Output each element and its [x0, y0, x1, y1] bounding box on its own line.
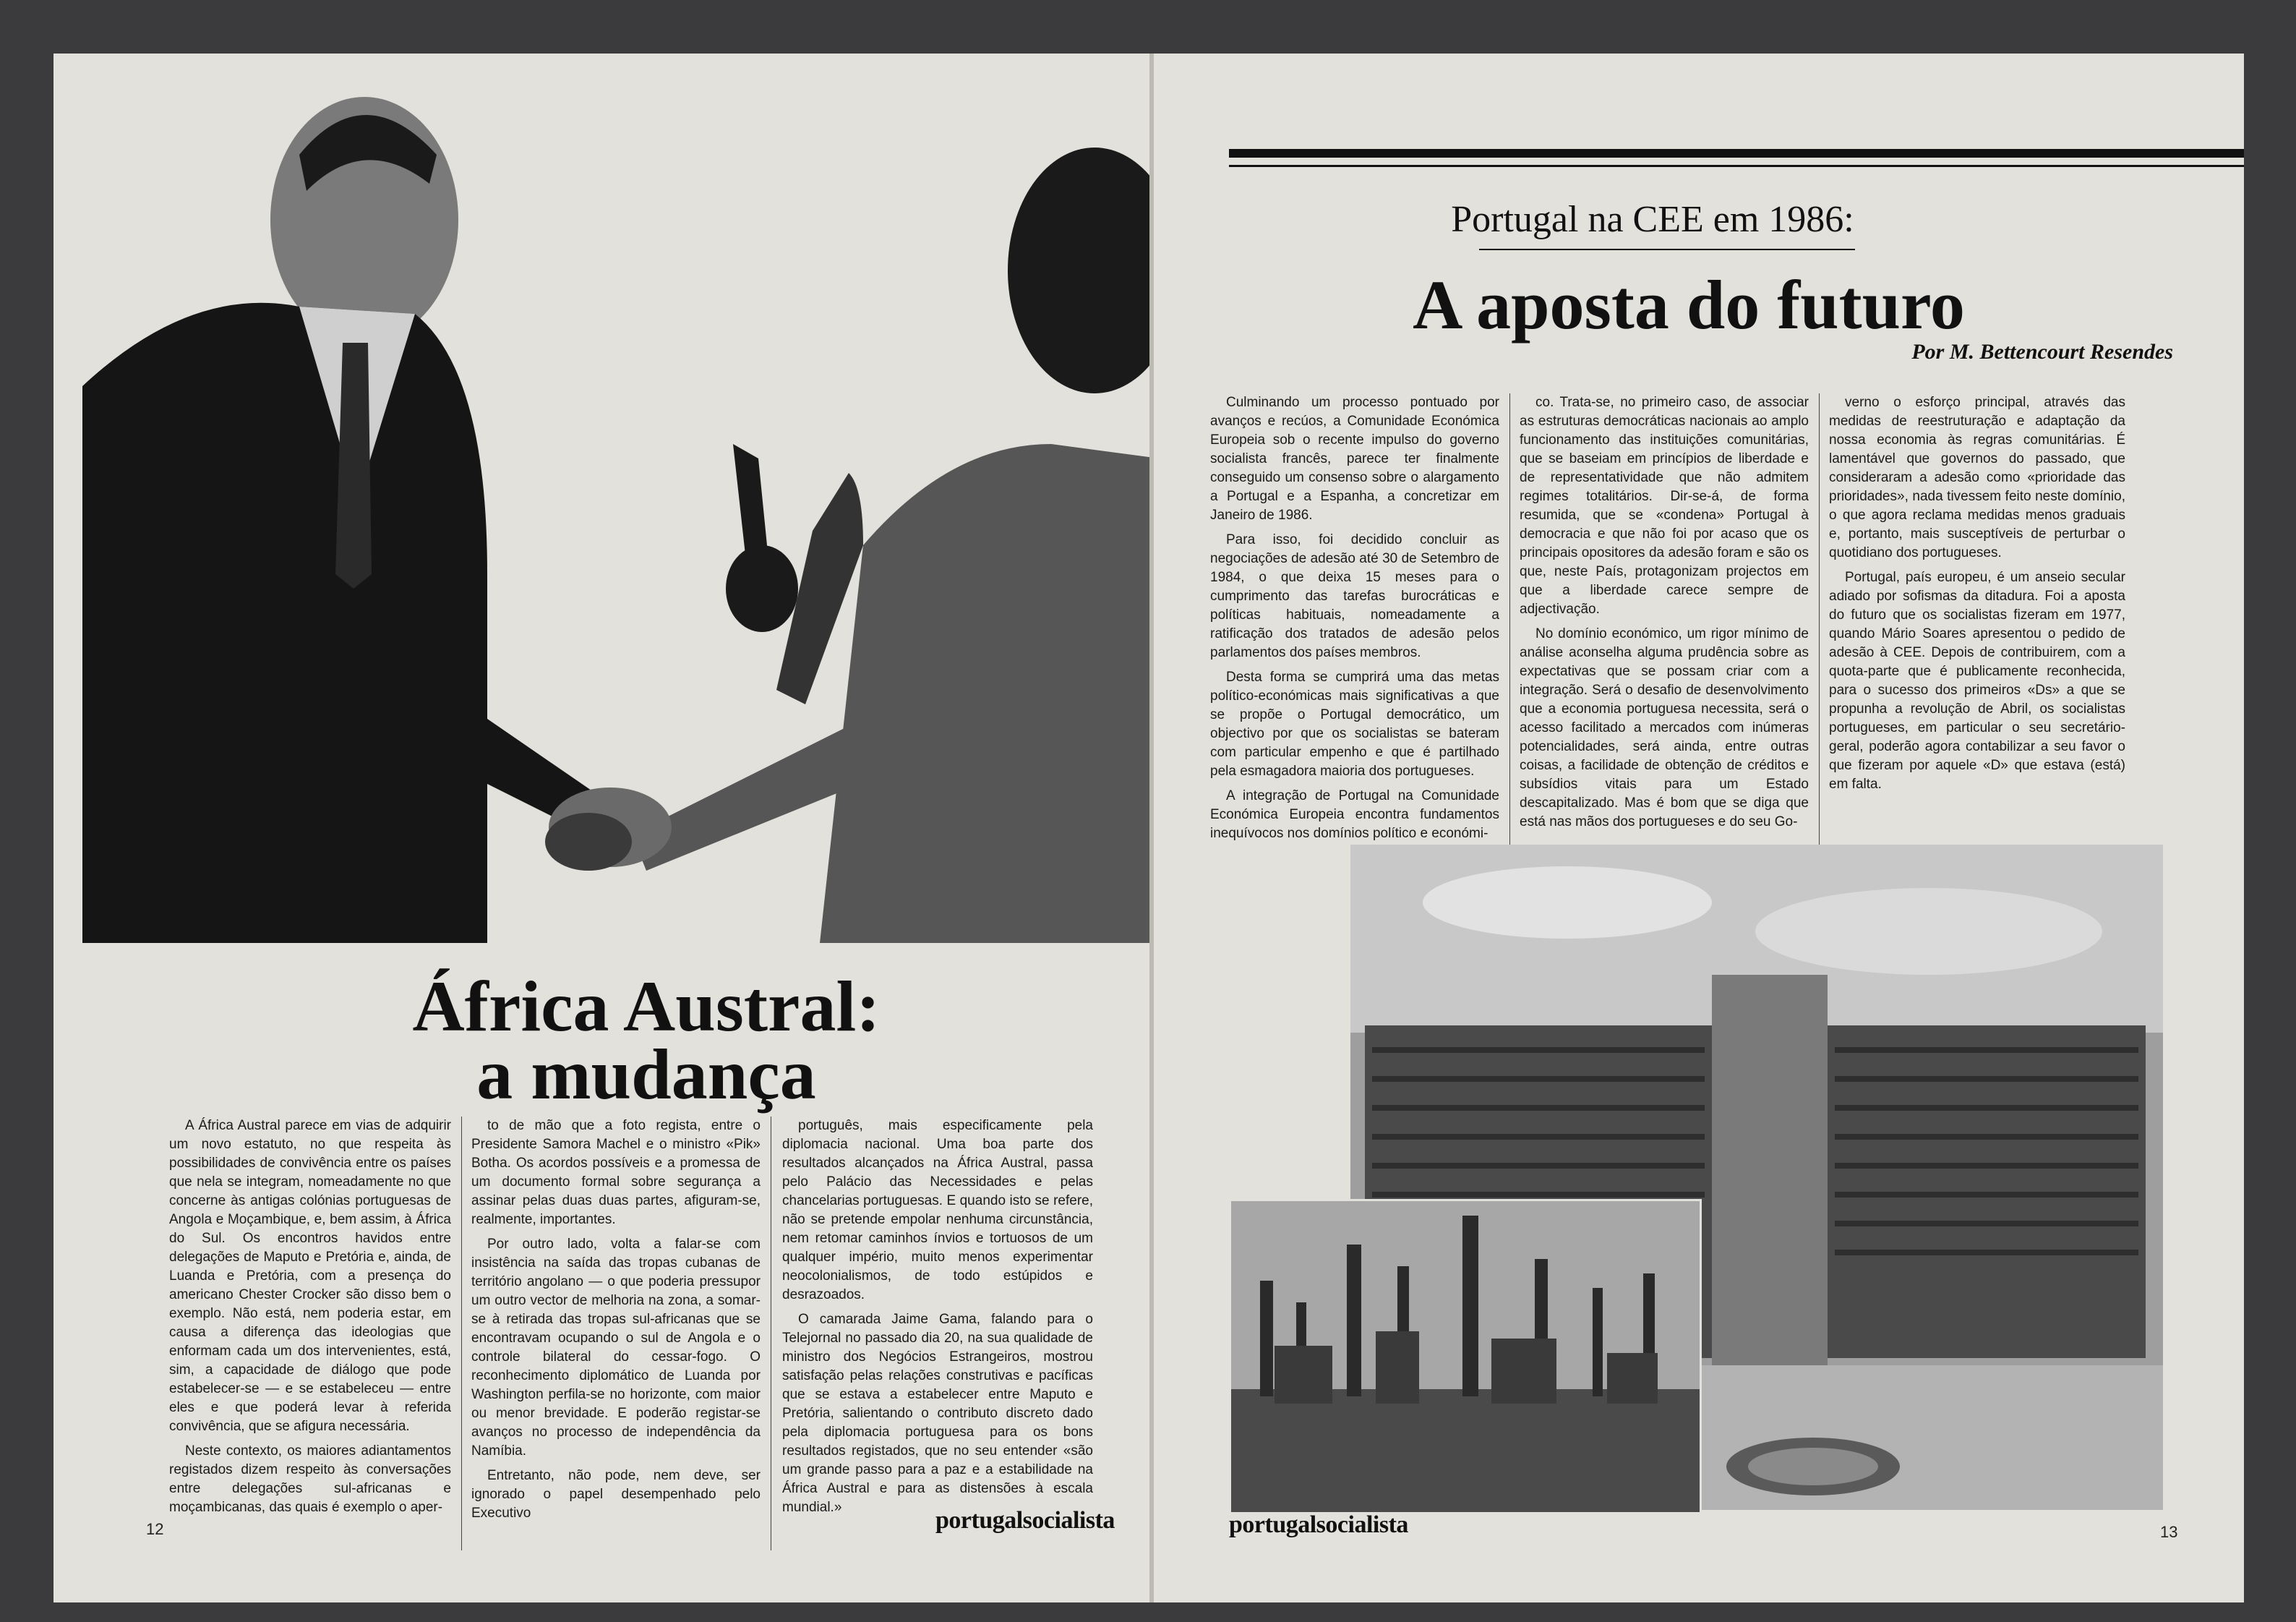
article-headline-line1: África Austral:: [412, 966, 881, 1046]
article-headline: A aposta do futuro: [1413, 266, 1965, 343]
masthead: portugalsocialista: [935, 1507, 1115, 1534]
page-number: 13: [2160, 1523, 2178, 1541]
paragraph: A África Austral parece em vias de adquirir um novo estatuto, no que respeita às possibilidades de convivência entre os países que nela se integram, nomeadamente no que concerne às antigas colónias portuguesas de Angola e Moçambique, e, bem assim, à África do Sul. Os encontros havidos entre delegações de Maputo e Pretória e, ainda, de Luanda e Pretória, com a presença do americano Chester Crocker são disso bem o exemplo. Não está, nem poderia estar, em causa a diferença das ideologias que enformam cada um dos intervenientes, está, sim, a capacidade de diálogo que pode estabelecer-se — e se estabeleceu — entre eles e que poderá levar à referida convivência, que se afigura necessária.: [169, 1118, 451, 1434]
kicker-underline: [1479, 249, 1855, 250]
paragraph: Portugal, país europeu, é um anseio secular adiado por sofismas da ditadura. Foi a aposta do futuro que os socialistas fizeram em 1977, quando Mário Soares apresentou o pedido de adesão à CEE. Depois de contribuirem, com a quota-parte que é publicamente reconhecida, para o sucesso dos primeiros «Ds» a que se propunha a revolução de Abril, os socialistas portugueses, em particular o seu secretário-geral, poderão agora contabilizar a seu favor o que fizeram por aquele «D» que estava (está) em falta.: [1829, 570, 2125, 792]
right-column-2: [1520, 393, 1809, 837]
paragraph: Desta forma se cumprirá uma das metas político-económicas mais significativas a que se propõe o Portugal democrático, um objectivo por que os socialistas se bateram com particular empenho e que é partilhado pela esmagadora maioria dos portugueses.: [1210, 670, 1499, 779]
column-divider: [461, 1117, 462, 1550]
left-column-2: [471, 1117, 761, 1529]
left-column-3: [782, 1117, 1093, 1523]
paragraph: Entretanto, não pode, nem deve, ser ignorado o papel desempenhado pelo Executivo: [471, 1468, 761, 1521]
paragraph: verno o esforço principal, através das medidas de reestruturação e adaptação da nossa economia às regras comunitárias. É lamentável que governos do passado, que consideraram a adesão como «prioridade das prioridades», nada tivessem feito neste domínio, o que agora reclama medidas menos graduais e, portanto, mais susceptíveis de perturbar o quotidiano dos portugueses.: [1829, 395, 2125, 560]
byline: Por M. Bettencourt Resendes: [1911, 340, 2173, 364]
right-column-3: [1829, 393, 2125, 800]
right-column-1: [1210, 393, 1499, 849]
top-rule-thin: [1229, 165, 2244, 167]
paragraph: No domínio económico, um rigor mínimo de análise aconselha alguma prudência sobre as expectativas que se possam criar com a integração. Será o desafio de desenvolvimento que a economia portuguesa necessita, será o acesso facilitado a mercados com inúmeras potencialidades, será ainda, entre outras coisas, a facilidade de obtenção de créditos e subsídios vitais para um Estado descapitalizado. Mas é bom que se diga que está nas mãos dos portugueses e do seu Go-: [1520, 626, 1809, 829]
article-kicker: Portugal na CEE em 1986:: [1451, 199, 1854, 240]
column-divider: [1509, 393, 1510, 874]
column-divider: [1819, 393, 1820, 874]
right-page: [1154, 54, 2244, 1602]
top-rule-thick: [1229, 149, 2244, 158]
left-column-1: [169, 1117, 451, 1523]
article-headline-line2: a mudança: [476, 1034, 816, 1114]
paragraph: to de mão que a foto regista, entre o Presidente Samora Machel e o ministro «Pik» Botha. Os acordos possíveis e a promessa de um documento formal sobre segurança a assinar pelas duas duas partes, afiguram-se, realmente, importantes.: [471, 1118, 761, 1227]
paragraph: O camarada Jaime Gama, falando para o Telejornal no passado dia 20, na sua qualidade de ministro dos Negócios Estrangeiros, mostrou satisfação pelas relações construtivas e pacíficas que se estava a estabelecer entre Maputo e Pretória, salientando o contributo discreto dado pela diplomacia portuguesa para os bons resultados registados, que no seu entender «são um grande passo para a paz e a estabilidade na África Austral e para as distensões à escala mundial.»: [782, 1312, 1093, 1515]
paragraph: Por outro lado, volta a falar-se com insistência na saída das tropas cubanas de território angolano — o que poderia pressupor um outro vector de melhoria na zona, a somar-se à retirada das tropas sul-africanas que se encontravam ocupando o sul de Angola e o controle bilateral do cessar-fogo. O reconhecimento diplomático de Luanda por Washington perfila-se no horizonte, com maior ou menor brevidade. E poderão registar-se avanços no processo de independência da Namíbia.: [471, 1237, 761, 1459]
masthead: portugalsocialista: [1229, 1511, 1408, 1538]
page-number: 12: [146, 1520, 164, 1538]
paragraph: co. Trata-se, no primeiro caso, de associar as estruturas democráticas nacionais ao amplo funcionamento das instituições comunitárias, que se baseiam em princípios de liberdade e de representatividade que não admitem regimes totalitários. Dir-se-á, de forma resumida, que se «condena» Portugal à democracia e que não foi por acaso que os principais opositores da adesão foram e são os que, neste País, protagonizam projectos em que a liberdade carece sempre de adjectivação.: [1520, 395, 1809, 617]
paragraph: Neste contexto, os maiores adiantamentos registados dizem respeito às conversações entre delegações sul-africanas e moçambicanas, das quais é exemplo o aper-: [169, 1443, 451, 1515]
paragraph: Para isso, foi decidido concluir as negociações de adesão até 30 de Setembro de 1984, o que deixa 15 meses para o cumprimento das tarefas burocráticas e políticas habituais, nomeadamente a ratificação dos tratados de adesão pelos parlamentos dos países membros.: [1210, 532, 1499, 660]
industrial-inset-photo: [1229, 1199, 1702, 1514]
paragraph: A integração de Portugal na Comunidade Económica Europeia encontra fundamentos inequívocos nos domínios político e económi-: [1210, 788, 1499, 841]
paragraph: Culminando um processo pontuado por avanços e recúos, a Comunidade Económica Europeia sob o recente impulso do governo socialista francês, parece ter finalmente conseguido um consenso sobre o alargamento a Portugal e a Espanha, a concretizar em Janeiro de 1986.: [1210, 395, 1499, 523]
paragraph: português, mais especificamente pela diplomacia nacional. Uma boa parte dos resultados alcançados na África Austral, passa pelo Palácio das Necessidades e pelas chancelarias portuguesas. E quando isto se refere, não se pretende empolar nenhuma circunstância, nem retomar caminhos ínvios e tortuosos de um qualquer império, muito menos experimentar neocolonialismos, de todo estúpidos e desrazoados.: [782, 1118, 1093, 1302]
handshake-photo: [82, 68, 1149, 943]
left-page: [53, 54, 1149, 1602]
